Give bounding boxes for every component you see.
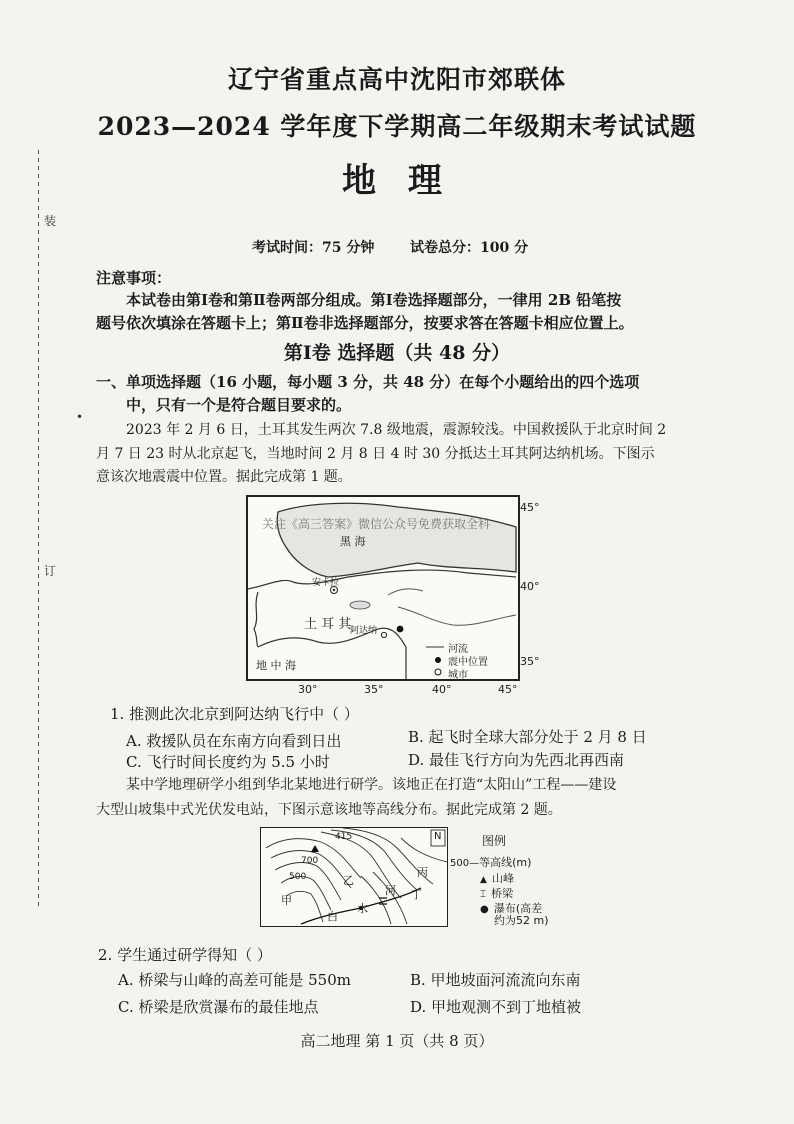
mediterranean-label: 地 中 海 bbox=[256, 659, 296, 672]
binding-line bbox=[38, 150, 39, 910]
lon-35: 35° bbox=[364, 683, 384, 696]
lat-40: 40° bbox=[520, 580, 540, 593]
river-char-bai: 白 bbox=[327, 910, 338, 923]
legend-title: 图例 bbox=[482, 834, 507, 848]
legend-waterfall-label-1: 瀑布(高差 bbox=[493, 902, 543, 915]
legend-peak-icon: ▲ bbox=[480, 875, 487, 885]
q1-option-a[interactable]: A. 救援队员在东南方向看到日出 bbox=[126, 732, 342, 750]
river-char-he: 河 bbox=[385, 884, 396, 897]
north-label: N bbox=[434, 831, 442, 842]
binding-mark-zhuang: 装 bbox=[44, 214, 57, 228]
legend-contour-dash: — bbox=[469, 858, 480, 869]
anatolia-coast bbox=[248, 570, 516, 589]
contour-500: 500 bbox=[289, 872, 307, 882]
place-bing: 丙 bbox=[417, 866, 428, 879]
lon-45: 45° bbox=[498, 683, 518, 696]
subject-title: 地 理 bbox=[342, 161, 452, 201]
title-line-2: 2023—2024 学年度下学期高二年级期末考试试题 bbox=[97, 112, 697, 141]
map-watermark: 关注《高三答案》微信公众号免费获取全科 bbox=[262, 517, 491, 531]
place-yi: 乙 bbox=[343, 874, 354, 887]
river-1 bbox=[398, 607, 516, 625]
passage1-line-1: 2023 年 2 月 6 日，土耳其发生两次 7.8 级地震，震源较浅。中国救援队于北京时间 2 bbox=[126, 422, 667, 438]
title-line-1: 辽宁省重点高中沈阳市郊联体 bbox=[227, 65, 566, 94]
part-heading-line-2: 中，只有一个是符合题目要求的。 bbox=[126, 396, 352, 414]
part-heading-line-1: 一、单项选择题（16 小题，每小题 3 分，共 48 分）在每个小题给出的四个选项 bbox=[96, 373, 640, 391]
ankara-label: 安卡拉 bbox=[312, 578, 340, 588]
legend-city-label: 城市 bbox=[448, 670, 468, 681]
river-char-shui: 水 bbox=[357, 902, 368, 915]
q2-option-b[interactable]: B. 甲地坡面河流流向东南 bbox=[410, 971, 581, 989]
place-ding: 丁 bbox=[411, 888, 422, 901]
legend-peak-label: 山峰 bbox=[492, 872, 515, 885]
epicenter-dot bbox=[397, 626, 404, 633]
legend-river-label: 河流 bbox=[448, 644, 468, 655]
contour-415: 415 bbox=[335, 832, 353, 842]
legend-epicenter-symbol bbox=[435, 657, 441, 663]
legend-epicenter-label: 震中位置 bbox=[448, 657, 488, 668]
black-sea-label: 黑 海 bbox=[340, 535, 366, 548]
peak-symbol bbox=[311, 845, 319, 852]
lake bbox=[350, 601, 370, 609]
legend-bridge-label: 桥梁 bbox=[491, 887, 514, 900]
passage2-line-1: 某中学地理研学小组到华北某地进行研学。该地正在打造“太阳山”工程——建设 bbox=[126, 777, 617, 793]
notice-line-2: 题号依次填涂在答题卡上；第Ⅱ卷非选择题部分，按要求答在答题卡相应位置上。 bbox=[96, 314, 634, 332]
exam-time: 考试时间：75 分钟 bbox=[252, 240, 375, 256]
adana-label: 阿达纳 bbox=[350, 626, 378, 636]
q2-option-c[interactable]: C. 桥梁是欣赏瀑布的最佳地点 bbox=[118, 998, 319, 1016]
adana-dot bbox=[381, 632, 386, 637]
lon-30: 30° bbox=[298, 683, 318, 696]
binding-dot: • bbox=[76, 410, 84, 424]
q2-option-d[interactable]: D. 甲地观测不到丁地植被 bbox=[410, 998, 582, 1016]
legend-city-symbol bbox=[435, 669, 441, 675]
passage1-line-3: 意该次地震震中位置。据此完成第 1 题。 bbox=[96, 469, 352, 485]
notice-heading: 注意事项： bbox=[96, 269, 172, 287]
q1-stem: 1. 推测此次北京到阿达纳飞行中（ ） bbox=[110, 705, 359, 723]
contour-700: 700 bbox=[301, 856, 319, 866]
notice-line-1: 本试卷由第Ⅰ卷和第Ⅱ卷两部分组成。第Ⅰ卷选择题部分，一律用 2B 铅笔按 bbox=[126, 291, 622, 309]
total-score: 试卷总分：100 分 bbox=[410, 240, 529, 256]
place-jia: 甲 bbox=[281, 894, 292, 907]
q2-stem: 2. 学生通过研学得知（ ） bbox=[98, 946, 272, 964]
lat-45: 45° bbox=[520, 501, 540, 514]
q1-option-c[interactable]: C. 飞行时间长度约为 5.5 小时 bbox=[126, 753, 330, 771]
turkey-label: 土 耳 其 bbox=[304, 617, 352, 632]
legend-waterfall-label-2: 约为52 m) bbox=[494, 914, 549, 927]
legend-waterfall-icon: ● bbox=[480, 904, 489, 915]
legend-bridge-icon: ⌶ bbox=[480, 889, 486, 900]
legend-contour-value: 500 bbox=[450, 858, 470, 869]
aegean-coast bbox=[254, 592, 258, 647]
section-title: 第Ⅰ卷 选择题（共 48 分） bbox=[283, 342, 511, 364]
page-footer: 高二地理 第 1 页（共 8 页） bbox=[300, 1032, 494, 1050]
legend-contour-label: 等高线(m) bbox=[479, 856, 532, 869]
q2-option-a[interactable]: A. 桥梁与山峰的高差可能是 550m bbox=[118, 971, 351, 989]
q1-option-d[interactable]: D. 最佳飞行方向为先西北再西南 bbox=[408, 751, 625, 769]
passage2-line-2: 大型山坡集中式光伏发电站，下图示意该地等高线分布。据此完成第 2 题。 bbox=[96, 802, 562, 818]
binding-mark-ding: 订 bbox=[44, 564, 57, 578]
lat-35: 35° bbox=[520, 655, 540, 668]
contour-map bbox=[260, 827, 448, 927]
q1-option-b[interactable]: B. 起飞时全球大部分处于 2 月 8 日 bbox=[408, 728, 647, 746]
river-2 bbox=[388, 589, 423, 595]
turkey-map bbox=[246, 495, 520, 681]
passage1-line-2: 月 7 日 23 时从北京起飞，当地时间 2 月 8 日 4 时 30 分抵达土耳其阿达纳机场。下图示 bbox=[96, 446, 655, 462]
lon-40: 40° bbox=[432, 683, 452, 696]
